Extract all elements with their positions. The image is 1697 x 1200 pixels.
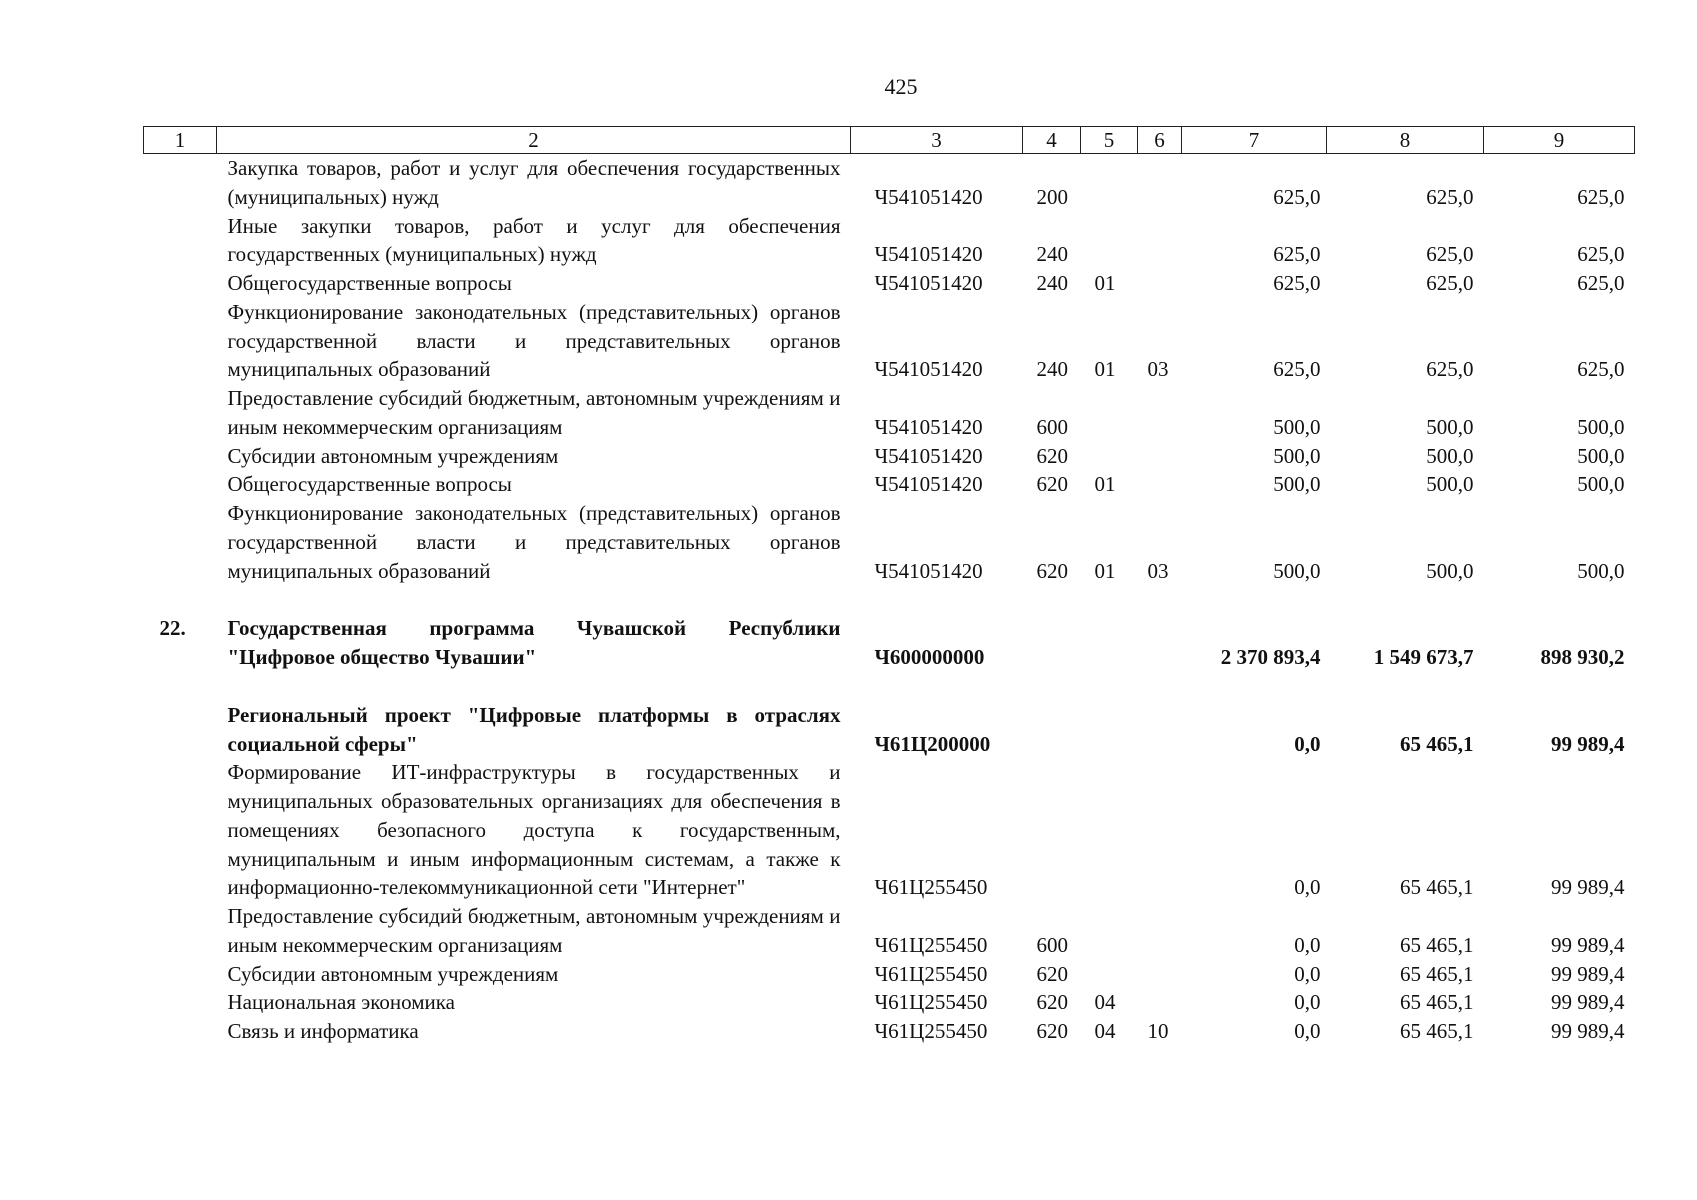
budget-table (143, 126, 1635, 1046)
row-code: Ч541051420 (874, 271, 983, 295)
table-row (144, 701, 1635, 759)
row-amount-7: 0,0 (1294, 990, 1321, 1015)
row-name: Региональный проект "Цифровые платформы в отраслях социальной сферы" (227, 702, 841, 756)
row-amount-7: 500,0 (1273, 558, 1321, 583)
row-amount-9: 625,0 (1577, 184, 1625, 209)
row-amount-9: 500,0 (1577, 443, 1625, 468)
row-code: Ч541051420 (874, 184, 983, 209)
table-row (144, 298, 1635, 384)
row-amount-9: 99 989,4 (1551, 932, 1625, 957)
row-amount-7: 625,0 (1273, 184, 1321, 209)
row-number (144, 758, 217, 902)
row-col6 (1138, 269, 1182, 298)
column-header: 5 (1081, 127, 1138, 154)
row-col6 (1138, 988, 1182, 1017)
spacer-row (144, 585, 1635, 614)
row-name: Общегосударственные вопросы (227, 472, 512, 497)
table-row (144, 470, 1635, 499)
row-amount-9: 500,0 (1577, 558, 1625, 583)
row-col5 (1081, 154, 1138, 212)
row-amount-7: 500,0 (1273, 414, 1321, 439)
row-col4 (1023, 758, 1081, 902)
row-name: Связь и информатика (227, 1019, 419, 1043)
row-name: Иные закупки товаров, работ и услуг для обеспечения государственных (муниципальных) нужд (227, 213, 841, 267)
row-amount-7: 0,0 (1294, 731, 1321, 756)
table-row (144, 212, 1635, 270)
row-amount-8: 625,0 (1426, 271, 1474, 295)
row-col6 (1138, 442, 1182, 471)
row-col4: 600 (1036, 414, 1068, 439)
row-number (144, 470, 217, 499)
row-col6 (1138, 701, 1182, 759)
row-name: Общегосударственные вопросы (227, 271, 512, 295)
row-number (144, 960, 217, 989)
row-col6 (1138, 614, 1182, 672)
row-col4: 620 (1036, 443, 1068, 468)
row-col5: 01 (1094, 357, 1116, 382)
table-row (144, 384, 1635, 442)
column-header-row (144, 127, 1635, 154)
row-amount-8: 625,0 (1426, 357, 1474, 382)
row-col5 (1081, 614, 1138, 672)
row-amount-8: 500,0 (1426, 414, 1474, 439)
row-name: Субсидии автономным учреждениям (227, 443, 559, 468)
row-amount-9: 500,0 (1577, 472, 1625, 497)
table-row (144, 988, 1635, 1017)
row-name: Государственная программа Чувашской Республики "Цифровое общество Чувашии" (227, 616, 841, 669)
row-name: Субсидии автономным учреждениям (227, 961, 559, 986)
row-code: Ч541051420 (874, 472, 983, 497)
row-col4: 240 (1036, 357, 1068, 382)
row-number (144, 701, 217, 759)
row-code: Ч541051420 (874, 414, 983, 439)
row-code: Ч61Ц200000 (874, 731, 991, 756)
table-row (144, 614, 1635, 672)
row-col5: 01 (1094, 271, 1116, 295)
row-col5 (1081, 442, 1138, 471)
row-col4: 240 (1036, 271, 1068, 295)
row-amount-9: 898 930,2 (1540, 645, 1625, 669)
row-col5: 01 (1094, 558, 1116, 583)
row-amount-9: 625,0 (1577, 242, 1625, 267)
row-amount-8: 65 465,1 (1400, 875, 1474, 900)
column-header: 4 (1023, 127, 1081, 154)
row-col6 (1138, 758, 1182, 902)
row-col6 (1138, 470, 1182, 499)
row-number (144, 988, 217, 1017)
row-amount-7: 500,0 (1273, 443, 1321, 468)
row-amount-8: 625,0 (1426, 242, 1474, 267)
row-name: Предоставление субсидий бюджетным, автономным учреждениям и иным некоммерческим организациям (227, 386, 841, 439)
row-number: 22. (159, 616, 186, 641)
spacer-row (144, 672, 1635, 701)
row-col5: 04 (1094, 1019, 1116, 1043)
column-header: 2 (217, 127, 851, 154)
row-amount-8: 1 549 673,7 (1373, 645, 1474, 669)
row-amount-7: 0,0 (1294, 961, 1321, 986)
table-body (144, 154, 1635, 1046)
row-amount-7: 625,0 (1273, 271, 1321, 295)
row-code: Ч61Ц255450 (874, 990, 988, 1015)
row-code: Ч541051420 (874, 443, 983, 468)
column-header: 3 (851, 127, 1023, 154)
row-amount-8: 500,0 (1426, 443, 1474, 468)
row-amount-8: 500,0 (1426, 472, 1474, 497)
row-col6 (1138, 384, 1182, 442)
row-col4: 600 (1036, 932, 1068, 957)
row-col5 (1081, 212, 1138, 270)
row-amount-7: 625,0 (1273, 242, 1321, 267)
row-col4: 620 (1036, 472, 1068, 497)
table-row (144, 902, 1635, 960)
row-name: Закупка товаров, работ и услуг для обеспечения государственных (муниципальных) нужд (227, 156, 841, 209)
row-amount-7: 0,0 (1294, 1019, 1321, 1043)
row-number (144, 384, 217, 442)
row-amount-8: 65 465,1 (1400, 731, 1474, 756)
row-amount-8: 65 465,1 (1400, 990, 1474, 1015)
row-amount-7: 625,0 (1273, 357, 1321, 382)
row-amount-9: 99 989,4 (1551, 990, 1625, 1015)
row-col6 (1138, 902, 1182, 960)
row-number (144, 1017, 217, 1046)
table-row (144, 960, 1635, 989)
row-col6 (1138, 960, 1182, 989)
table-row (144, 442, 1635, 471)
row-code: Ч61Ц255450 (874, 1019, 988, 1043)
column-header: 1 (144, 127, 217, 154)
table-row (144, 154, 1635, 212)
row-col6: 03 (1147, 357, 1169, 382)
row-number (144, 902, 217, 960)
row-col4: 620 (1036, 961, 1068, 986)
row-amount-7: 0,0 (1294, 932, 1321, 957)
row-name: Формирование ИТ-инфраструктуры в государственных и муниципальных образовательных организациях для обеспечения в помещениях безопасного доступа к государственным, муниципальным и иным информационным системам, а также к информационно-телекоммуникационной сети "Интернет" (227, 760, 841, 900)
column-header: 9 (1484, 127, 1635, 154)
row-amount-9: 99 989,4 (1551, 875, 1625, 900)
row-number (144, 499, 217, 585)
row-code: Ч61Ц255450 (874, 932, 988, 957)
row-col5 (1081, 902, 1138, 960)
row-col6: 03 (1147, 558, 1169, 583)
row-col5 (1081, 960, 1138, 989)
row-number (144, 212, 217, 270)
row-amount-8: 500,0 (1426, 558, 1474, 583)
row-col4: 620 (1036, 990, 1068, 1015)
row-name: Предоставление субсидий бюджетным, автономным учреждениям и иным некоммерческим организациям (227, 904, 841, 957)
row-col5 (1081, 758, 1138, 902)
row-amount-9: 99 989,4 (1551, 1019, 1625, 1043)
row-col5: 01 (1094, 472, 1116, 497)
row-col4 (1023, 701, 1081, 759)
row-col4: 620 (1036, 558, 1068, 583)
row-col4: 200 (1036, 184, 1068, 209)
row-number (144, 154, 217, 212)
row-name: Функционирование законодательных (представительных) органов государственной власти и представительных органов муниципальных образований (227, 501, 841, 583)
row-code: Ч541051420 (874, 242, 983, 267)
table-row (144, 1017, 1635, 1046)
row-code: Ч61Ц255450 (874, 875, 988, 900)
row-amount-8: 65 465,1 (1400, 1019, 1474, 1043)
column-header: 8 (1327, 127, 1484, 154)
row-col4: 240 (1036, 242, 1068, 267)
row-code: Ч541051420 (874, 558, 983, 583)
row-col5 (1081, 384, 1138, 442)
row-col6 (1138, 154, 1182, 212)
column-header: 7 (1182, 127, 1327, 154)
row-amount-8: 65 465,1 (1400, 961, 1474, 986)
row-amount-9: 500,0 (1577, 414, 1625, 439)
row-name: Национальная экономика (227, 990, 455, 1015)
column-header: 6 (1138, 127, 1182, 154)
row-code: Ч61Ц255450 (874, 961, 988, 986)
row-name: Функционирование законодательных (представительных) органов государственной власти и представительных органов муниципальных образований (227, 299, 841, 382)
row-number (144, 269, 217, 298)
row-amount-9: 99 989,4 (1551, 961, 1625, 986)
row-col6: 10 (1147, 1019, 1169, 1043)
row-amount-8: 625,0 (1426, 184, 1474, 209)
row-col4: 620 (1036, 1019, 1068, 1043)
spacer-cell (144, 585, 1635, 614)
row-amount-9: 625,0 (1577, 271, 1625, 295)
table-row (144, 499, 1635, 585)
row-amount-9: 625,0 (1577, 357, 1625, 382)
row-amount-7: 500,0 (1273, 472, 1321, 497)
row-number (144, 442, 217, 471)
row-col5: 04 (1094, 990, 1116, 1015)
row-code: Ч600000000 (874, 645, 985, 669)
row-amount-8: 65 465,1 (1400, 932, 1474, 957)
table-row (144, 758, 1635, 902)
table-row (144, 269, 1635, 298)
spacer-cell (144, 672, 1635, 701)
row-amount-9: 99 989,4 (1551, 731, 1625, 756)
page-number: 425 (884, 74, 918, 99)
row-number (144, 298, 217, 384)
row-code: Ч541051420 (874, 357, 983, 382)
row-col6 (1138, 212, 1182, 270)
row-amount-7: 2 370 893,4 (1220, 645, 1321, 669)
row-col5 (1081, 701, 1138, 759)
row-col4 (1023, 614, 1081, 672)
row-amount-7: 0,0 (1294, 875, 1321, 900)
